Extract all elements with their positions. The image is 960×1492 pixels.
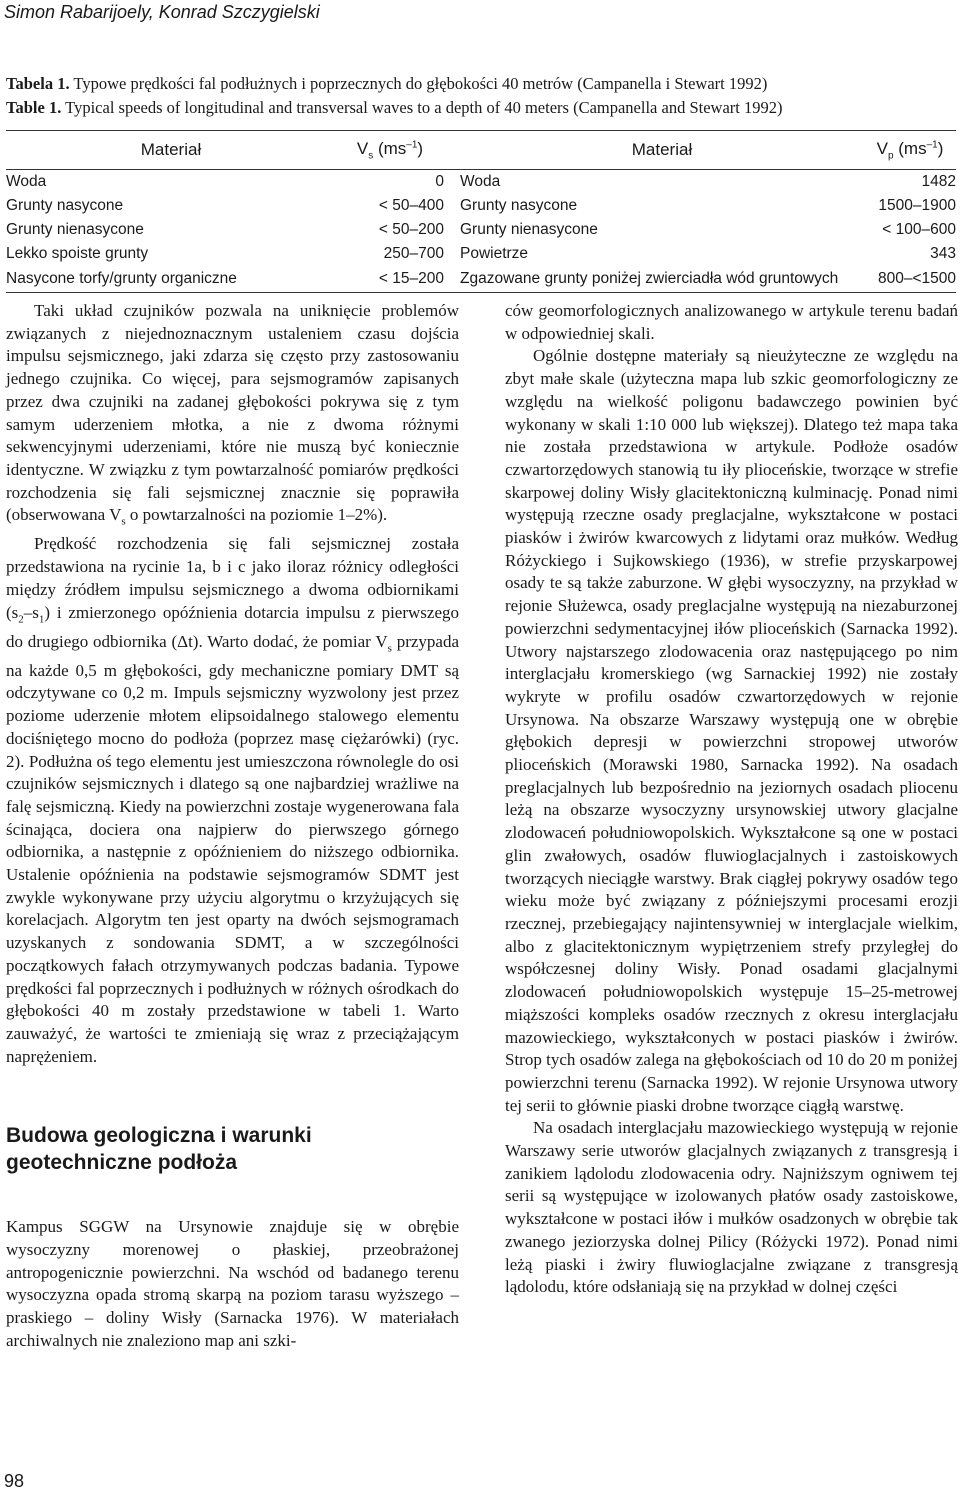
caption-label-pl: Tabela 1. xyxy=(6,74,70,93)
right-column xyxy=(505,300,958,1299)
running-head-authors: Simon Rabarijoely, Konrad Szczygielski xyxy=(4,2,320,22)
body-paragraph: Na osadach interglacjału mazowieckiego występują w rejonie Warszawy serie utworów glacjalnych związanych z transgresją i zanikiem lądolodu zlodowacenia odry. Najniższym ogniwem tej serii są występujące w izolowanych płatów osady zastoiskowe, wykształcone w postaci iłów i mułków osadzonych w obrębie tak zwanego jeziorzyska dolnej Pilicy (Różycki 1972). Ponad nimi leżą piaski i żwiry fluwioglacjalne związane z transgresją lądolodu, które odsłaniają się na przykład w dolnej części xyxy=(505,1118,958,1297)
page-number: 98 xyxy=(4,1471,25,1491)
table-caption xyxy=(6,72,956,120)
caption-text-en: Typical speeds of longitudinal and transversal waves to a depth of 40 meters (Campanella and Stewart 1992) xyxy=(65,98,783,117)
cell-vs: < 50–400 xyxy=(378,197,444,214)
cell-vp: < 100–600 xyxy=(882,221,956,238)
cell-vs: < 50–200 xyxy=(378,221,444,238)
cell-vs: 0 xyxy=(435,173,444,190)
cell-material-left: Grunty nasycone xyxy=(6,197,124,214)
table-header-row xyxy=(6,131,956,170)
cell-material-right: Woda xyxy=(460,173,501,190)
section-heading: Budowa geologiczna i warunki geotechniczne podłoża xyxy=(6,1124,312,1175)
table-row xyxy=(6,266,956,293)
left-column xyxy=(6,300,459,1353)
header-material-right: Materiał xyxy=(444,131,864,170)
body-paragraph: Taki układ czujników pozwala na uniknięcie problemów związanych z niejednoznacznym ustaleniem czasu dojścia impulsu sejsmicznego, jaki zdarza się często przy zastosowaniu jednego czujnika. Co więcej, para sejsmogramów zapisanych przez dwa czujniki na zadanej głębokości pokrywa się z tym samym uderzeniem młotka, a nie z dwoma różnymi sekwencyjnymi uderzeniami, które nie muszą być koniecznie identyczne. W związku z tym powtarzalność pomiarów prędkości rozchodzenia się fali sejsmicznej znacznie się poprawiła (obserwowana $V_s$ o powtarzalności na poziomie 1–2%). xyxy=(6,301,459,528)
caption-text-pl: Typowe prędkości fal podłużnych i poprzecznych do głębokości 40 metrów (Campanella i Stewart 1992) xyxy=(73,74,768,93)
header-material-left: Materiał xyxy=(6,131,336,170)
wave-speed-table xyxy=(6,130,956,293)
table-row xyxy=(6,170,956,195)
table-row xyxy=(6,242,956,266)
body-paragraph: ców geomorfologicznych analizowanego w artykule terenu badań w odpowiedniej skali. xyxy=(505,301,958,343)
header-vp: $V_p$ $(ms^{-1})$ xyxy=(864,131,956,170)
cell-vp: 800–<1500 xyxy=(864,266,956,293)
cell-vp: 343 xyxy=(930,245,956,262)
cell-material-right: Powietrze xyxy=(460,245,529,262)
cell-material-left: Lekko spoiste grunty xyxy=(6,245,149,262)
cell-material-left: Grunty nienasycone xyxy=(6,221,144,238)
body-paragraph: Kampus SGGW na Ursynowie znajduje się w obrębie wysoczyzny morenowej o płaskiej, przeobrażonej antropogenicznie powierzchni. Na wschód od badanego terenu wysoczyzna opada stromą skarpą na poziom tarasu wyższego – praskiego – doliny Wisły (Sarnacka 1976). W materiałach archiwalnych nie znaleziono map ani szki- xyxy=(6,1217,459,1350)
table-row xyxy=(6,194,956,218)
header-vs: $V_s$ $(ms^{-1})$ xyxy=(336,131,444,170)
table-row xyxy=(6,218,956,242)
cell-material-right: Grunty nienasycone xyxy=(460,221,598,238)
cell-material-left: Nasycone torfy/grunty organiczne xyxy=(6,266,336,293)
caption-english xyxy=(6,96,956,120)
cell-material-right: Zgazowane grunty poniżej zwierciadła wód gruntowych xyxy=(444,266,864,293)
cell-vp: 1482 xyxy=(921,173,956,190)
cell-vp: 1500–1900 xyxy=(878,197,956,214)
caption-polish xyxy=(6,72,956,96)
body-paragraph: Ogólnie dostępne materiały są nieużyteczne ze względu na zbyt małe skale (użyteczna mapa lub szkic geomorfologiczny ze względu na wielkość poligonu badawczego powinien być wykonany w skali 1:10 000 lub większej). Dlatego też mapa taka nie została przedstawiona w artykule. Podłoże osadów czwartorzędowych stanowią tu iły plioceńskie, tworzące w strefie skarpowej doliny Wisły glacitektoniczną kulminację. Ponad nimi występują rzeczne osady preglacjalne, wykształcone w postaci piasków i żwirów kwarcowych z lidytami oraz mułków. Według Różyckiego i Sujkowskiego (1936), w strefie przyskarpowej osady te są także zaburzone. W głębi wysoczyzny, na przykład w rejonie Służewca, osady preglacjalne występują na niezaburzonej powierzchni sedymentacyjnej iłów plioceńskich (Sarnacka 1992). Utwory najstarszego zlodowacenia oraz następującego po nim interglacjału kromerskiego (wg Sarnackiej 1992) nie zostały wykryte w profilu osadów czwartorzędowych w rejonie Ursynowa. Na obszarze Warszawy występują one w obrębie głębokich depresji w powierzchni stropowej utworów plioceńskich (Morawski 1980, Sarnacka 1992). Na osadach preglacjalnych lub bezpośrednio na jeziornych osadach pliocenu leżą na obszarze wysoczyzny ursynowskiej utwory glacjalne zlodowaceń południowopolskich. Wykształcone są one w postaci glin zwałowych, osadów fluwioglacjalnych i zastoiskowych tworzących nieciągłe warstwy. Brak ciągłej pokrywy osadów tego wieku może być związany z późniejszymi procesami erozji rzecznej, przebiegający najintensywniej w interglacjale wielkim, albo z glacitektonicznym wypiętrzeniem strefy przyległej do współczesnej doliny Wisły. Ponad osadami glacjalnymi zlodowaceń południowopolskich występuje 15–25-metrowej miąższości kompleks osadów rzecznych z okresu interglacjału mazowieckiego, wykształconych w postaci piasków i żwirów. Strop tych osadów zalega na głębokościach od 10 do 20 m poniżej powierzchni terenu (Sarnacka 1992). W rejonie Ursynowa utwory tej serii to głównie piaski drobne tworzące ciągłą warstwę. xyxy=(505,346,958,1115)
cell-material-left: Woda xyxy=(6,173,47,190)
body-paragraph: Prędkość rozchodzenia się fali sejsmicznej została przedstawiona na rycinie 1a, b i c jako iloraz różnicy odległości między źródłem impulsu sejsmicznego a dwoma odbiornikami $(s_2-s_1)$ i zmierzonego opóźnienia dotarcia impulsu z pierwszego do drugiego odbiornika (Δt). Warto dodać, że pomiar $V_s$ przypada na każde 0,5 m głębokości, gdy mechaniczne pomiary DMT są odczytywane co 0,2 m. Impuls sejsmiczny wyzwolony jest przez poziome uderzenie młotem elipsoidalnego stalowego elementu dociśniętego mocno do podłoża (poprzez masę ciężarówki) (ryc. 2). Podłużna oś tego elementu jest umieszczona równolegle do osi czujników sejsmicznych i dlatego są one najbardziej wrażliwe na falę sejsmiczną. Kiedy na powierzchni zostaje wygenerowana fala ścinająca, dociera ona najpierw do pierwszego górnego odbiornika, a następnie z opóźnieniem do niższego odbiornika. Ustalenie opóźnienia na podstawie sejsmogramów SDMT jest zwykle wykonywane przy użyciu algorytmu o krzyżujących się korelacjach. Algorytm ten jest oparty na dwóch sejsmogramach uzyskanych z sondowania SDMT, a w szczególności początkowych fałach otrzymywanych podczas badania. Typowe prędkości fal poprzecznych i podłużnych w różnych ośrodkach do głębokości 40 m zostały przedstawione w tabeli 1. Warto zauważyć, że wartości te zmieniają się wraz z przeciążającym naprężeniem. xyxy=(6,534,459,1066)
caption-label-en: Table 1. xyxy=(6,98,62,117)
cell-material-right: Grunty nasycone xyxy=(460,197,578,214)
cell-vs: < 15–200 xyxy=(336,266,444,293)
cell-vs: 250–700 xyxy=(383,245,444,262)
